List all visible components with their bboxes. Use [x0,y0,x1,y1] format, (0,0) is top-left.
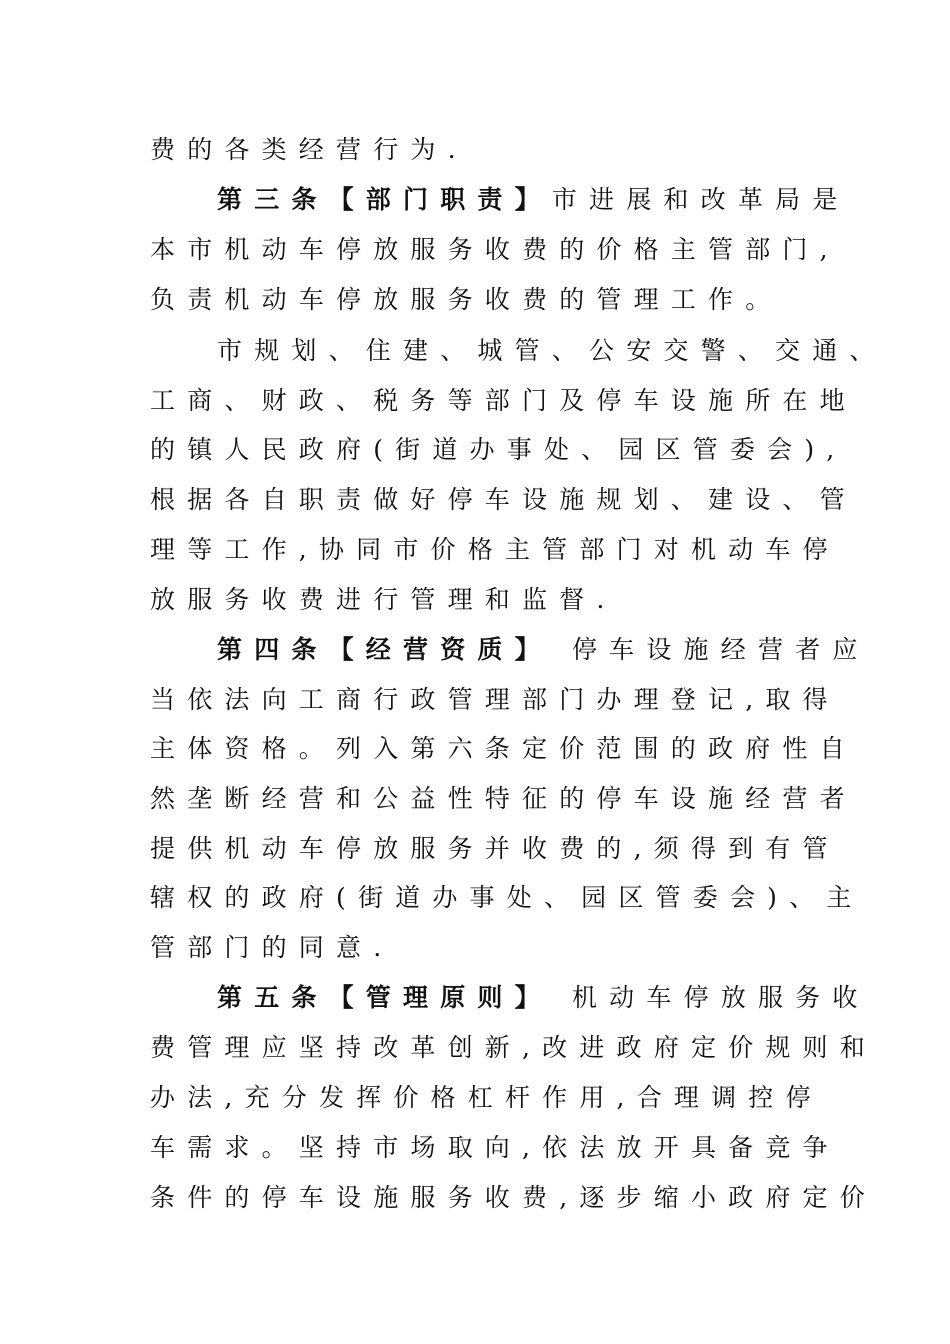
text-line: 当依法向工商行政管理部门办理登记,取得 [150,685,840,714]
text-line: 管部门的同意. [150,933,394,962]
text-line: 办法,充分发挥价格杠杆作用,合理调控停 [150,1083,823,1112]
article-5-line [217,983,870,1013]
article-4-heading: 第四条【经营资质】 [217,635,552,664]
text-line: 本市机动车停放服务收费的价格主管部门, [150,235,840,264]
text-line: 费的各类经营行为. [150,135,468,164]
text-line: 理等工作,协同市价格主管部门对机动车停 [150,535,840,564]
article-3-heading: 第三条【部门职责】 [217,185,552,214]
article-5-text: 机动车停放服务收 [551,983,870,1012]
text-line: 车需求。坚持市场取向,依法放开具备竞争 [150,1133,840,1162]
article-5-heading: 第五条【管理原则】 [217,983,552,1012]
article-3-text: 市进展和改革局是 [551,185,850,214]
article-4-text: 停车设施经营者应 [551,635,870,664]
text-line: 提供机动车停放服务并收费的,须得到有管 [150,834,840,863]
text-line: 主体资格。列入第六条定价范围的政府性自 [150,734,857,763]
text-line: 工商、财政、税务等部门及停车设施所在地 [150,386,857,415]
article-3-line [217,185,850,215]
text-line: 负责机动车停放服务收费的管理工作。 [150,285,783,314]
text-line: 的镇人民政府(街道办事处、园区管委会), [150,435,847,464]
text-line: 市规划、住建、城管、公安交警、交通、 [217,336,887,365]
text-line: 根据各自职责做好停车设施规划、建设、管 [150,485,857,514]
article-4-line [217,635,870,665]
text-line: 条件的停车设施服务收费,逐步缩小政府定价 [150,1183,877,1212]
text-line: 然垄断经营和公益性特征的停车设施经营者 [150,784,857,813]
text-line: 辖权的政府(街道办事处、园区管委会)、主 [150,883,864,912]
text-line: 费管理应坚持改革创新,改进政府定价规则和 [150,1033,877,1062]
text-line: 放服务收费进行管理和监督. [150,585,617,614]
